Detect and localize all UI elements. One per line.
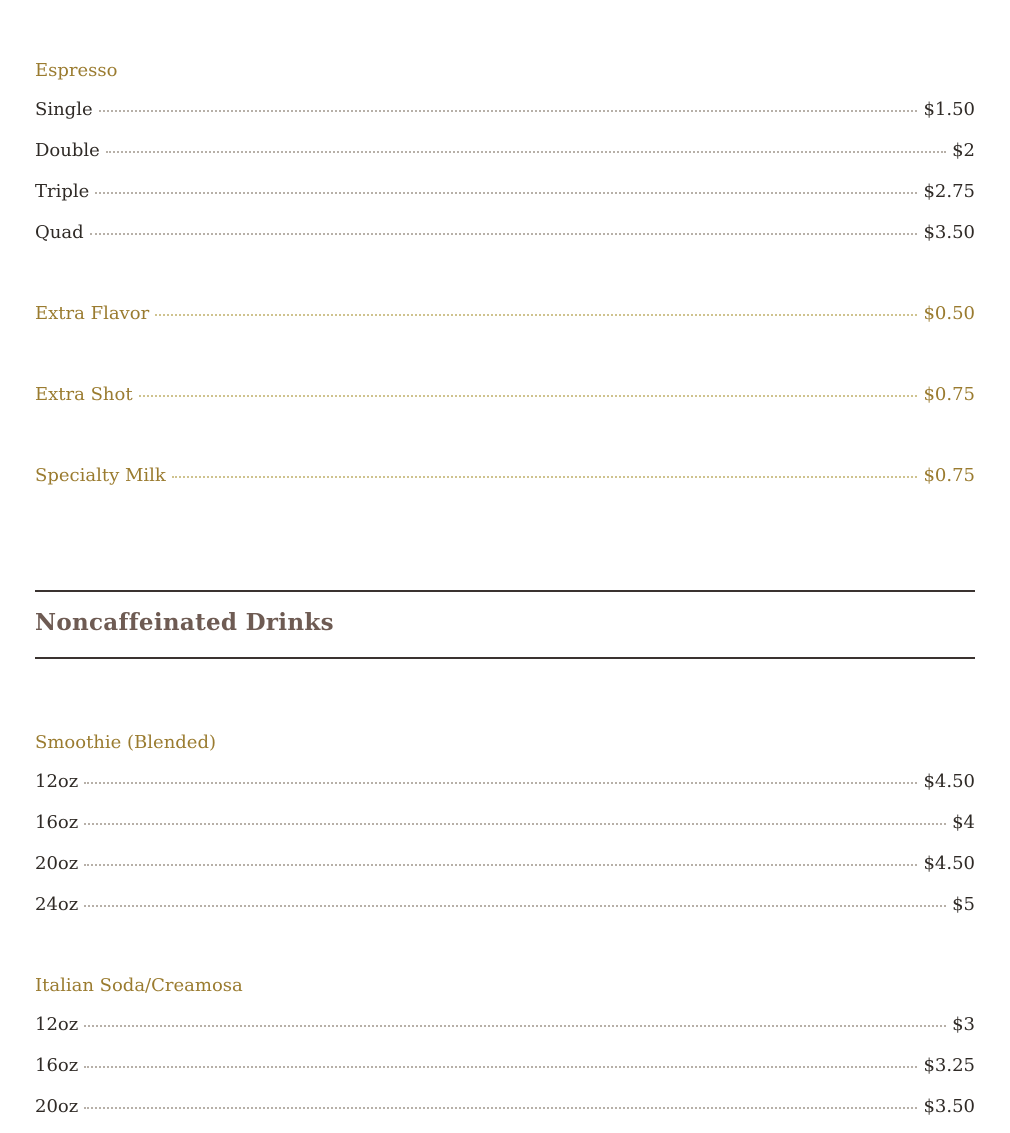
item-label: Extra Flavor <box>35 303 150 324</box>
item-label: 20oz <box>35 1096 79 1117</box>
dot-leader <box>139 389 918 397</box>
heading-bottom-rule <box>35 657 975 659</box>
item-price: $2.75 <box>923 181 975 202</box>
smoothie-section-title: Smoothie (Blended) <box>35 732 217 753</box>
menu-item-espresso-quad <box>35 222 975 244</box>
item-label: 24oz <box>35 894 79 915</box>
item-price: $3.50 <box>923 222 975 243</box>
item-price: $3.25 <box>923 1055 975 1076</box>
menu-item-italian-soda-16oz <box>35 1055 975 1077</box>
dot-leader <box>90 227 918 235</box>
dot-leader <box>172 470 918 478</box>
dot-leader <box>84 858 917 866</box>
dot-leader <box>84 776 917 784</box>
menu-item-espresso-single <box>35 99 975 121</box>
item-label: 16oz <box>35 812 79 833</box>
menu-item-smoothie-12oz <box>35 771 975 793</box>
item-label: Single <box>35 99 93 120</box>
dot-leader <box>155 308 917 316</box>
espresso-section-title: Espresso <box>35 60 118 81</box>
dot-leader <box>84 1060 917 1068</box>
italian-soda-section-title: Italian Soda/Creamosa <box>35 975 243 996</box>
heading-top-rule <box>35 590 975 592</box>
item-price: $0.75 <box>923 384 975 405</box>
item-price: $3 <box>952 1014 975 1035</box>
dot-leader <box>84 899 946 907</box>
item-price: $4.50 <box>923 853 975 874</box>
item-label: Double <box>35 140 100 161</box>
menu-item-extra-shot <box>35 384 975 406</box>
menu-item-italian-soda-12oz <box>35 1014 975 1036</box>
cut-off-menu-row <box>35 0 975 6</box>
item-label: Quad <box>35 222 84 243</box>
dot-leader <box>84 1019 946 1027</box>
dot-leader <box>95 186 917 194</box>
item-price: $1.50 <box>923 99 975 120</box>
menu-item-extra-flavor <box>35 303 975 325</box>
menu-item-smoothie-24oz <box>35 894 975 916</box>
dot-leader <box>84 1101 917 1109</box>
item-label: Triple <box>35 181 90 202</box>
menu-item-smoothie-20oz <box>35 853 975 875</box>
item-label: 20oz <box>35 853 79 874</box>
item-label: Specialty Milk <box>35 465 166 486</box>
item-label: 16oz <box>35 1055 79 1076</box>
dot-leader <box>84 817 946 825</box>
dot-leader <box>99 104 918 112</box>
menu-item-smoothie-16oz <box>35 812 975 834</box>
menu-item-italian-soda-20oz <box>35 1096 975 1118</box>
item-price: $0.75 <box>923 465 975 486</box>
item-price: $3.50 <box>923 1096 975 1117</box>
item-label: Extra Shot <box>35 384 133 405</box>
dot-leader <box>106 145 946 153</box>
item-price: $0.50 <box>923 303 975 324</box>
menu-item-espresso-double <box>35 140 975 162</box>
menu-item-specialty-milk <box>35 465 975 487</box>
item-price: $5 <box>952 894 975 915</box>
item-price: $2 <box>952 140 975 161</box>
item-label: 12oz <box>35 1014 79 1035</box>
menu-item-espresso-triple <box>35 181 975 203</box>
item-price: $4.50 <box>923 771 975 792</box>
item-label: 12oz <box>35 771 79 792</box>
noncaffeinated-heading: Noncaffeinated Drinks <box>35 609 334 636</box>
item-price: $4 <box>952 812 975 833</box>
